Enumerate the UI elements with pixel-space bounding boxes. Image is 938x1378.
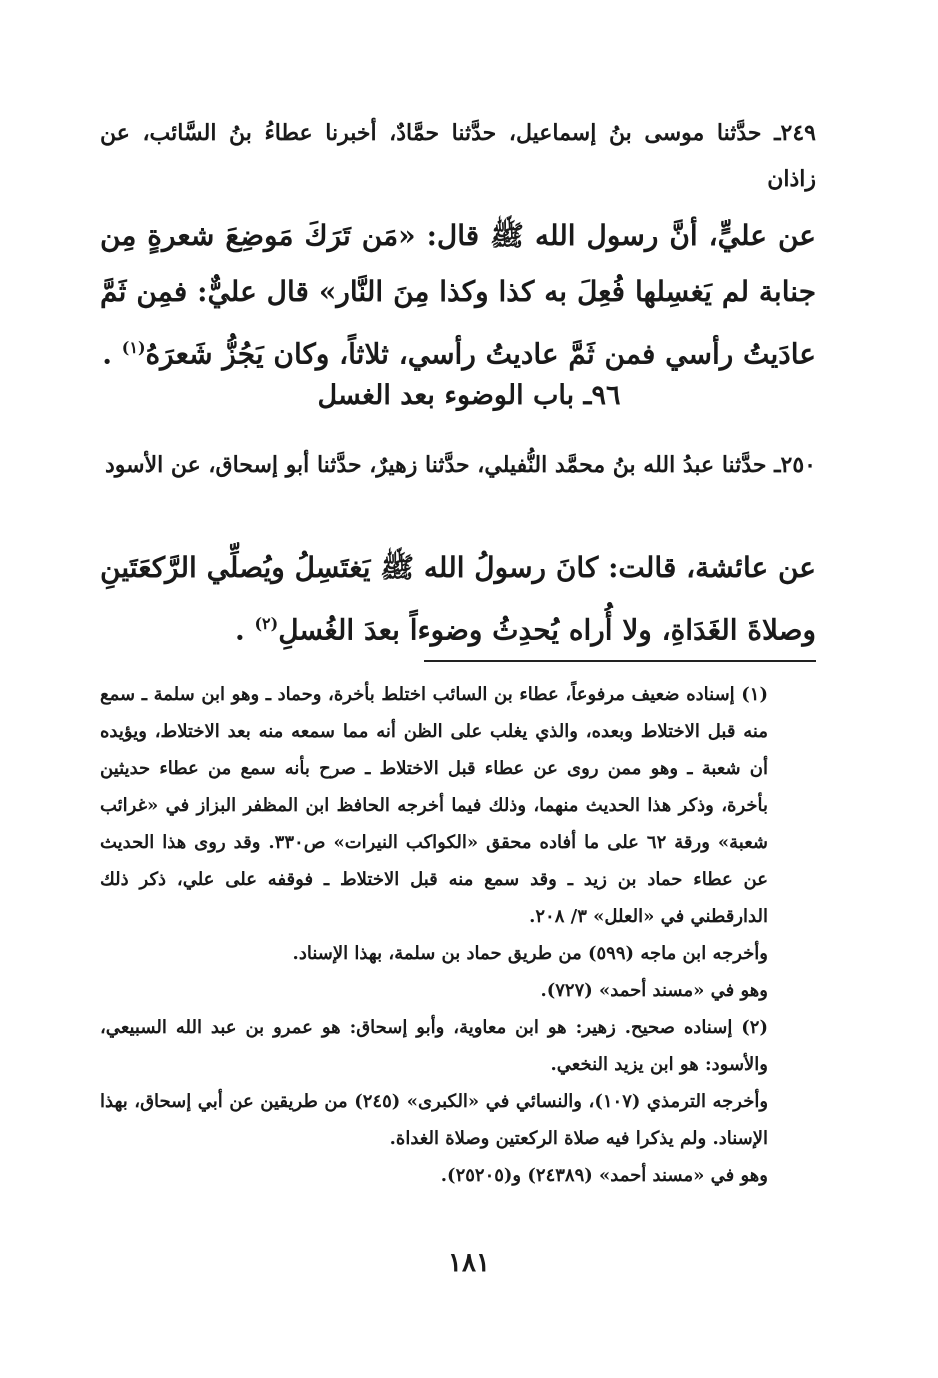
footnote-divider (424, 660, 816, 662)
hadith-250-end: . (234, 613, 255, 647)
footnote-1-takhrij: وأخرجه ابن ماجه (٥٩٩) من طريق حماد بن سلمة، بهذا الإسناد. (292, 943, 768, 964)
hadith-250-matn-text: عن عائشة، قالت: كانَ رسولُ الله ﷺ يَغتَسِلُ ويُصلِّي الرَّكعَتَينِ وصلاةَ الغَدَاةِ، ولا أُراه يُحدِثُ وضوءاً بعدَ الغُسلِ (100, 551, 816, 647)
hadith-250-matn (100, 540, 816, 658)
hadith-249-end: . (102, 337, 122, 371)
page-number: ١٨١ (448, 1248, 490, 1278)
footnote-2-takhrij: وأخرجه الترمذي (١٠٧)، والنسائي في «الكبرى» (٢٤٥) من طريقين عن أبي إسحاق، بهذا الإسناد. ولم يذكرا فيه صلاة الركعتين وصلاة الغداة. (100, 1091, 769, 1149)
footnote-1: (١) إسناده ضعيف مرفوعاً، عطاء بن السائب اختلط بأخرة، وحماد ـ وهو ابن سلمة ـ سمع منه قبل الاختلاط وبعده، والذي يغلب على الظن أنه مما سمعه منه بعد الاختلاط، ويؤيده أن شعبة ـ وهو ممن روى عن عطاء قبل الاختلاط ـ صرح بأنه سمع من عطاء حديثين بأخرة، وذكر هذا الحديث منهما، وذلك فيما أخرجه الحافظ ابن المظفر البزاز في «غرائب شعبة» ورقة ٦٢ على ما أفاده محقق «الكواكب النيرات» ص٣٣٠. وقد روى هذا الحديث عن عطاء حماد بن زيد ـ وقد سمع منه قبل الاختلاط ـ فوقفه على علي، ذكر ذلك الدارقطني في «العلل» ٣/ ٢٠٨. (100, 684, 768, 927)
hadith-249-matn (100, 208, 816, 382)
hadith-250-isnad: ٢٥٠ـ حدَّثنا عبدُ الله بنُ محمَّد النُّفيلي، حدَّثنا زهيرٌ، حدَّثنا أبو إسحاق، عن الأسود (104, 452, 816, 478)
footnote-2-musnad: وهو في «مسند أحمد» (٢٤٣٨٩) و(٢٥٢٠٥). (440, 1165, 768, 1186)
hadith-249-matn-text: عن عليٍّ، أنَّ رسول الله ﷺ قال: «مَن تَرَكَ مَوضِعَ شعرةٍ مِن جنابة لم يَغسِلها فُعِلَ به كذا وكذا مِنَ النَّار» قال عليٌّ: فمِن ثَمَّ عادَيتُ رأسي فمن ثَمَّ عاديتُ رأسي، ثلاثاً، وكان يَجُزُّ شَعرَهُ (100, 219, 816, 371)
chapter-title: ٩٦ـ باب الوضوء بعد الغسل (317, 380, 621, 411)
footnote-2: (٢) إسناده صحيح. زهير: هو ابن معاوية، وأبو إسحاق: هو عمرو بن عبد الله السبيعي، والأسود: هو ابن يزيد النخعي. (100, 1017, 768, 1075)
footnotes (100, 676, 816, 1194)
footnote-1-musnad: وهو في «مسند أحمد» (٧٢٧). (540, 980, 768, 1001)
footnote-marker-2: (٢) (254, 614, 279, 633)
footnote-marker-1: (١) (121, 338, 146, 357)
hadith-249-isnad: ٢٤٩ـ حدَّثنا موسى بنُ إسماعيل، حدَّثنا حمَّادٌ، أخبرنا عطاءُ بنُ السَّائب، عن زاذان (100, 120, 816, 192)
